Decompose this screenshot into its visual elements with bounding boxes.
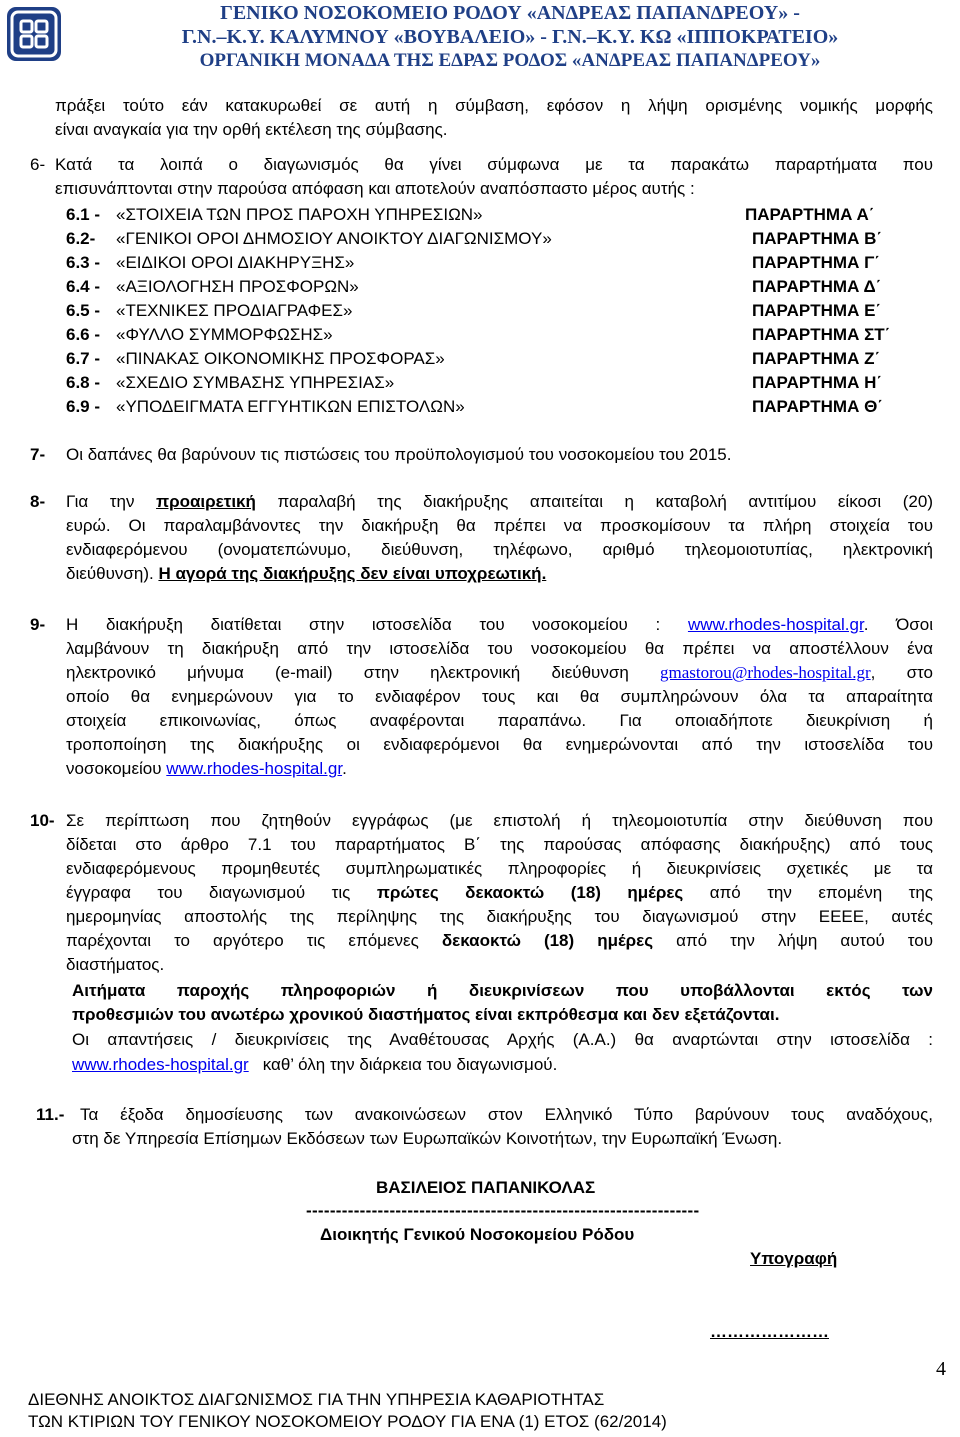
item-10-line-6 — [66, 929, 933, 953]
item-7-line-1: Οι δαπάνες θα βαρύνουν τις πιστώσεις του προϋπολογισμού του νοσοκομείου του 2015. — [66, 445, 732, 464]
annex-6-7-label: ΠΑΡΑΡΤΗΜΑ Ζ΄ — [752, 349, 881, 368]
item-8-text-a: Για την — [66, 492, 135, 511]
item-9-text-f: . — [342, 759, 347, 778]
page-number: 4 — [936, 1358, 946, 1380]
purchase-not-mandatory-note: Η αγορά της διακήρυξης δεν είναι υποχρεωτική. — [158, 564, 547, 583]
item-8-line-1 — [66, 490, 933, 514]
annex-6-9-number: 6.9 - — [66, 397, 101, 416]
item-8-line-3: ενδιαφερόμενου (ονοματεπώνυμο, διεύθυνση, τηλέφωνο, αριθμό τηλεομοιοτυπίας, ηλεκτρονική — [66, 540, 933, 559]
footer-line-1: ΔΙΕΘΝΗΣ ΑΝΟΙΚΤΟΣ ΔΙΑΓΩΝΙΣΜΟΣ ΓΙΑ ΤΗΝ ΥΠΗΡΕΣΙΑ ΚΑΘΑΡΙΟΤΗΤΑΣ — [28, 1390, 605, 1409]
item-10-line-7: διαστήματος. — [66, 955, 165, 974]
annex-6-8-number: 6.8 - — [66, 373, 101, 392]
annex-6-3-number: 6.3 - — [66, 253, 101, 272]
item-9-line-7 — [66, 757, 347, 781]
item-11-number: 11.- — [36, 1105, 65, 1124]
email-link[interactable]: gmastorou@rhodes-hospital.gr — [659, 663, 871, 682]
item-6-line-1: Κατά τα λοιπά ο διαγωνισμός θα γίνει σύμφωνα με τα παρακάτω παραρτήματα που — [55, 155, 933, 174]
annex-6-9-title: «ΥΠΟΔΕΙΓΜΑΤΑ ΕΓΓΥΗΤΙΚΩΝ ΕΠΙΣΤΟΛΩΝ» — [116, 397, 465, 416]
item-10-text-e: καθ’ όλη την διάρκεια του διαγωνισμού. — [262, 1055, 558, 1074]
item-10-line-2: δίδεται στο άρθρο 7.1 του παραρτήματος Β΄ της παρούσας απόφασης διακήρυξης) από τους — [66, 835, 933, 854]
annex-6-5-label: ΠΑΡΑΡΤΗΜΑ Ε΄ — [752, 301, 882, 320]
item-9-line-6: τροποποίηση της διακήρυξης οι ενδιαφερόμενοι θα ενημερώνονται από την ιστοσελίδα του — [66, 735, 933, 754]
item-10-text-b: από την επομένη της — [709, 883, 933, 902]
item-11-line-1: Τα έξοδα δημοσίευσης των ανακοινώσεων στον Ελληνικό Τύπο βαρύνουν τους αναδόχους, — [80, 1105, 933, 1124]
annex-6-7-number: 6.7 - — [66, 349, 101, 368]
annex-6-2-label: ΠΑΡΑΡΤΗΜΑ Β΄ — [752, 229, 883, 248]
item-10-line-1: Σε περίπτωση που ζητηθούν εγγράφως (με επιστολή ή τηλεομοιοτυπία στην διεύθυνση που — [66, 811, 933, 830]
item-8-text-c: διεύθυνση). — [66, 564, 154, 583]
item-9-line-5: στοιχεία επικοινωνίας, όπως αναφέρονται παραπάνω. Για οποιαδήποτε διευκρίνιση ή — [66, 711, 933, 730]
annex-6-1-number: 6.1 - — [66, 205, 101, 224]
annex-6-7-title: «ΠΙΝΑΚΑΣ ΟΙΚΟΝΟΜΙΚΗΣ ΠΡΟΣΦΟΡΑΣ» — [116, 349, 445, 368]
item-9-line-1 — [66, 613, 933, 637]
item-10-line-11 — [72, 1053, 557, 1077]
signature-label: Υπογραφή — [750, 1249, 838, 1268]
annex-6-4-number: 6.4 - — [66, 277, 101, 296]
item-9-line-4: οποίο θα ενημερώνουν για το ενδιαφέρον τους και θα συμπληρώνουν όλα τα απαραίτητα — [66, 687, 933, 706]
item-9-line-3 — [66, 661, 933, 685]
annex-6-2-number: 6.2- — [66, 229, 96, 248]
optional-emphasis: προαιρετική — [156, 492, 256, 511]
item-10-text-a: έγγραφα του διαγωνισμού τις — [66, 883, 351, 902]
item-10-line-5: ημερομηνίας αποστολής της περίληψης της διακήρυξης του διαγωνισμού στην ΕΕΕΕ, αυτές — [66, 907, 933, 926]
item-9-text-c: ηλεκτρονικό μήνυμα (e-mail) στην ηλεκτρονική διεύθυνση — [66, 663, 629, 682]
item-10-text-d: από την λήψη αυτού του — [676, 931, 933, 950]
item-10-bold-line-1: Αιτήματα παροχής πληροφοριών ή διευκρινίσεων που υποβάλλονται εκτός των — [72, 981, 933, 1000]
item-10-number: 10- — [30, 811, 55, 830]
website-link-2[interactable]: www.rhodes-hospital.gr — [166, 759, 343, 778]
annex-6-8-label: ΠΑΡΑΡΤΗΜΑ Η΄ — [752, 373, 883, 392]
annex-6-6-title: «ΦΥΛΛΟ ΣΥΜΜΟΡΦΩΣΗΣ» — [116, 325, 333, 344]
item-9-line-2: λαμβάνουν τη διακήρυξη από την ιστοσελίδα του νοσοκομείου θα πρέπει να αποστέλλουν ένα — [66, 639, 933, 658]
item-9-text-d: , στο — [870, 663, 933, 682]
header-line-2: Γ.Ν.–Κ.Υ. ΚΑΛΥΜΝΟΥ «ΒΟΥΒΑΛΕΙΟ» - Γ.Ν.–Κ.Υ. ΚΩ «ΙΠΠΟΚΡΑΤΕΙΟ» — [181, 26, 839, 48]
item-8-text-b: παραλαβή της διακήρυξης απαιτείται η καταβολή αντιτίμου είκοσι (20) — [277, 492, 934, 511]
annex-6-1-title: «ΣΤΟΙΧΕΙΑ ΤΩΝ ΠΡΟΣ ΠΑΡΟΧΗ ΥΠΗΡΕΣΙΩΝ» — [116, 205, 483, 224]
annex-6-4-title: «ΑΞΙΟΛΟΓΗΣΗ ΠΡΟΣΦΟΡΩΝ» — [116, 277, 359, 296]
header-line-3: ΟΡΓΑΝΙΚΗ ΜΟΝΑΔΑ ΤΗΣ ΕΔΡΑΣ ΡΟΔΟΣ «ΑΝΔΡΕΑΣ ΠΑΠΑΝΔΡΕΟΥ» — [199, 50, 821, 71]
signatory-name: ΒΑΣΙΛΕΙΟΣ ΠΑΠΑΝΙΚΟΛΑΣ — [376, 1178, 596, 1197]
annex-6-4-label: ΠΑΡΑΡΤΗΜΑ Δ΄ — [752, 277, 882, 296]
annex-6-5-number: 6.5 - — [66, 301, 101, 320]
hospital-logo-icon — [6, 6, 62, 62]
item-10-bold-line-2: προθεσμιών του ανωτέρω χρονικού διαστήματος είναι εκπρόθεσμα και δεν εξετάζονται. — [72, 1005, 780, 1024]
item-10-line-3: ενδιαφερόμενους προμηθευτές συμπληρωματικές πληροφορίες ή διευκρινίσεις σχετικές με τα — [66, 859, 933, 878]
item-6-line-2: επισυνάπτονται στην παρούσα απόφαση και αποτελούν αναπόσπαστο μέρος αυτής : — [55, 179, 695, 198]
item-8-number: 8- — [30, 492, 46, 511]
intro-line-1: πράξει τούτο εάν κατακυρωθεί σε αυτή η σύμβαση, εφόσον η λήψη ορισμένης νομικής μορφής — [55, 96, 933, 115]
website-link-3[interactable]: www.rhodes-hospital.gr — [72, 1055, 249, 1074]
annex-6-3-title: «ΕΙΔΙΚΟΙ ΟΡΟΙ ΔΙΑΚΗΡΥΞΗΣ» — [116, 253, 355, 272]
item-10-line-4 — [66, 881, 933, 905]
signature-dash-line: ------------------------------------------------------------------ — [306, 1201, 700, 1220]
annex-6-6-number: 6.6 - — [66, 325, 101, 344]
item-8-line-2: ευρώ. Οι παραλαμβάνοντες την διακήρυξη θα πρέπει να προσκομίσουν τα πλήρη στοιχεία του — [66, 516, 933, 535]
annex-6-8-title: «ΣΧΕΔΙΟ ΣΥΜΒΑΣΗΣ ΥΠΗΡΕΣΙΑΣ» — [116, 373, 395, 392]
item-11-line-2: στη δε Υπηρεσία Επίσημων Εκδόσεων των Ευρωπαϊκών Κοινοτήτων, την Ευρωπαϊκή Ένωση. — [72, 1129, 783, 1148]
next-18-days: δεκαοκτώ (18) ημέρες — [441, 931, 654, 950]
first-18-days: πρώτες δεκαοκτώ (18) ημέρες — [376, 883, 684, 902]
annex-6-6-label: ΠΑΡΑΡΤΗΜΑ ΣΤ΄ — [752, 325, 891, 344]
item-9-number: 9- — [30, 615, 46, 634]
signature-dots: ………………… — [710, 1322, 829, 1341]
annex-6-1-label: ΠΑΡΑΡΤΗΜΑ Α΄ — [745, 205, 875, 224]
annex-6-3-label: ΠΑΡΑΡΤΗΜΑ Γ΄ — [752, 253, 880, 272]
signatory-role: Διοικητής Γενικού Νοσοκομείου Ρόδου — [320, 1225, 635, 1244]
footer-line-2: ΤΩΝ ΚΤΙΡΙΩΝ ΤΟΥ ΓΕΝΙΚΟΥ ΝΟΣΟΚΟΜΕΙΟΥ ΡΟΔΟΥ ΓΙΑ ΕΝΑ (1) ΕΤΟΣ (62/2014) — [28, 1412, 667, 1431]
item-10-line-10: Οι απαντήσεις / διευκρινίσεις της Αναθέτουσας Αρχής (Α.Α.) θα αναρτώνται στην ιστοσελίδα : — [72, 1030, 933, 1049]
item-7-number: 7- — [30, 445, 46, 464]
website-link[interactable]: www.rhodes-hospital.gr — [687, 615, 864, 634]
item-10-text-c: παρέχονται το αργότερο τις επόμενες — [66, 931, 419, 950]
intro-line-2: είναι αναγκαία για την ορθή εκτέλεση της σύμβασης. — [55, 120, 448, 139]
annex-6-9-label: ΠΑΡΑΡΤΗΜΑ Θ΄ — [752, 397, 883, 416]
item-9-text-e: νοσοκομείου — [66, 759, 162, 778]
header-line-1: ΓΕΝΙΚΟ ΝΟΣΟΚΟΜΕΙΟ ΡΟΔΟΥ «ΑΝΔΡΕΑΣ ΠΑΠΑΝΔΡΕΟΥ» - — [220, 2, 800, 24]
annex-6-5-title: «ΤΕΧΝΙΚΕΣ ΠΡΟΔΙΑΓΡΑΦΕΣ» — [116, 301, 353, 320]
item-9-text-a: Η διακήρυξη διατίθεται στην ιστοσελίδα του νοσοκομείου : — [66, 615, 661, 634]
item-8-line-4 — [66, 562, 546, 586]
annex-6-2-title: «ΓΕΝΙΚΟΙ ΟΡΟΙ ΔΗΜΟΣΙΟΥ ΑΝΟΙΚΤΟΥ ΔΙΑΓΩΝΙΣΜΟΥ» — [116, 229, 552, 248]
item-6-number: 6- — [30, 155, 46, 174]
item-9-text-b: . Όσοι — [863, 615, 933, 634]
